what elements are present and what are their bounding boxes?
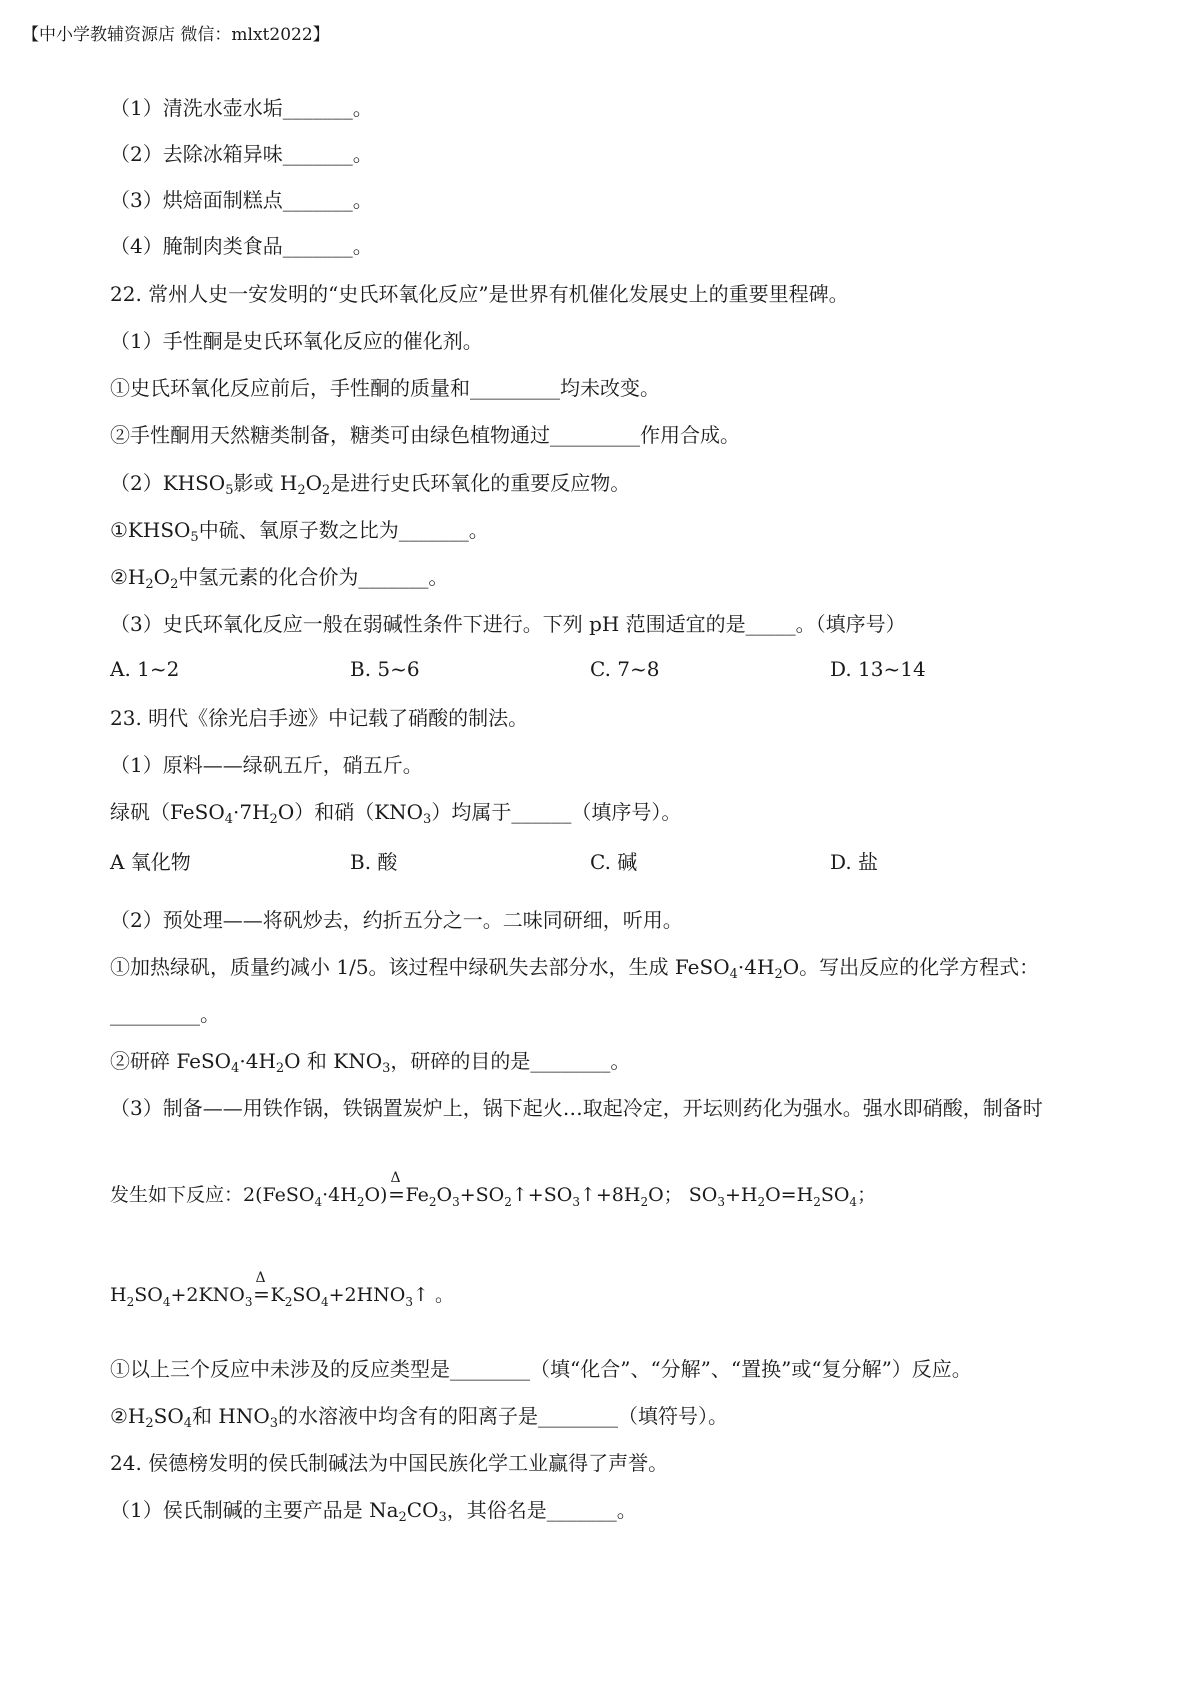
equation-2: $H_2SO_4+2KNO_3$ Δ $=K_2SO_4+2HNO_3↑$ 。 — [110, 1270, 454, 1309]
q21-item-4: （4）腌制肉类食品_______。 — [110, 234, 373, 258]
q22-part-1: （1）手性酮是史氏环氧化反应的催化剂。 — [110, 329, 483, 353]
q23-part-3: （3）制备——用铁作锅，铁锅置炭炉上，锅下起火…取起冷定，开坛则药化为强水。强水即硝酸，制备时 — [110, 1096, 1043, 1120]
q22-part-2: $(2)KHSO_5$影或 $H_2O_2$是进行史氏环氧化的重要反应物。 — [110, 471, 631, 498]
q24-part-1: （1）侯氏制碱的主要产品是 $Na_2CO_3$，其俗名是_______。 — [110, 1498, 637, 1525]
option-d: D. 13~14 — [830, 657, 926, 681]
q22-part-2a: $①KHSO_5$中硫、氧原子数之比为_______。 — [110, 518, 489, 545]
q23-part-2b: ②研碎 $FeSO_4\cdot 4H_2O$ 和 $KNO_3$，研碎的目的是________。 — [110, 1049, 631, 1076]
q21-item-2: （2）去除冰箱异味_______。 — [110, 142, 373, 166]
option-b: B. 酸 — [350, 850, 398, 874]
q21-item-3: （3）烘焙面制糕点_______。 — [110, 188, 373, 212]
q23-part-3a: ①以上三个反应中未涉及的反应类型是________（填“化合”、“分解”、“置换”或“复分解”）反应。 — [110, 1357, 972, 1381]
q23-part-1: （1）原料——绿矾五斤，硝五斤。 — [110, 753, 423, 777]
q23-part-2a: ①加热绿矾，质量约减小 1/5。该过程中绿矾失去部分水，生成 $FeSO_4\cdot 4H_2O$。写出反应的化学方程式： — [110, 955, 1040, 982]
q23-part-2a-blank: _________。 — [110, 1002, 220, 1026]
option-c: C. 碱 — [590, 850, 638, 874]
q22-part-2b: $②H_2O_2$中氢元素的化合价为_______。 — [110, 565, 449, 592]
q23-part-2: （2）预处理——将矾炒去，约折五分之一。二味同研细，听用。 — [110, 908, 683, 932]
q24-stem: 24. 侯德榜发明的侯氏制碱法为中国民族化学工业赢得了声誉。 — [110, 1451, 669, 1475]
q22-part-1b: ②手性酮用天然糖类制备，糖类可由绿色植物通过_________作用合成。 — [110, 423, 740, 447]
option-b: B. 5~6 — [350, 657, 420, 681]
q22-part-1a: ①史氏环氧化反应前后，手性酮的质量和_________均未改变。 — [110, 376, 660, 400]
option-c: C. 7~8 — [590, 657, 660, 681]
q23-options — [110, 846, 1070, 875]
option-d: D. 盐 — [830, 850, 879, 874]
q22-part-3: （3）史氏环氧化反应一般在弱碱性条件下进行。下列 pH 范围适宜的是_____。（填序号） — [110, 612, 906, 636]
q21-item-1: （1）清洗水壶水垢_______。 — [110, 96, 373, 120]
source-header: 【中小学教辅资源店 微信：mlxt2022】 — [22, 25, 330, 45]
option-a: A 氧化物 — [110, 850, 191, 874]
q22-options — [110, 657, 1070, 681]
option-a: A. 1~2 — [110, 657, 180, 681]
q23-part-1b: 绿矾$(FeSO_4\cdot 7H_2O)$和硝$(KNO_3)$均属于______（填序号）。 — [110, 800, 682, 827]
equation-1: 发生如下反应：$2(FeSO_4\cdot 4H_2O)$ Δ $=Fe_2O_3+SO_2↑+SO_3↑+8H_2O$； $SO_3+H_2O=H_2SO_4$； — [110, 1170, 877, 1209]
q22-stem: 22. 常州人史一安发明的“史氏环氧化反应”是世界有机催化发展史上的重要里程碑。 — [110, 282, 849, 306]
q23-part-3b: $②H_2SO_4$和 $HNO_3$的水溶液中均含有的阳离子是________（填符号）。 — [110, 1404, 729, 1431]
q23-stem: 23. 明代《徐光启手迹》中记载了硝酸的制法。 — [110, 706, 529, 730]
